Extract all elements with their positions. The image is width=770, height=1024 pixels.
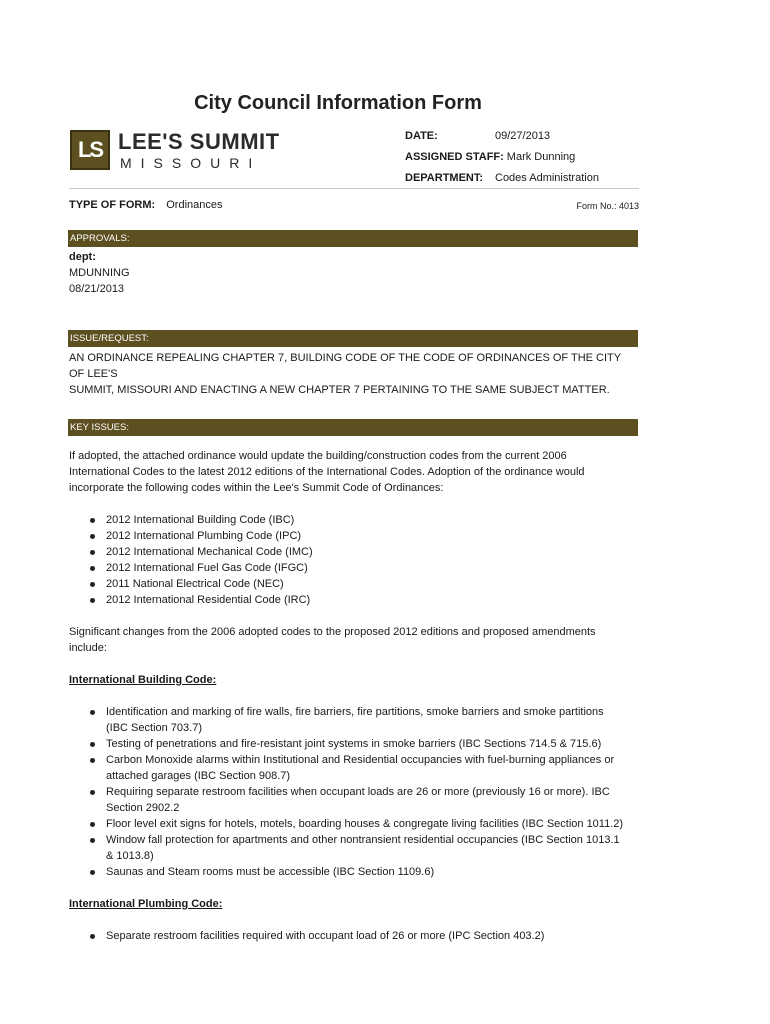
changes-line-1: Significant changes from the 2006 adopted codes to the proposed 2012 editions and proposed amendments (69, 626, 596, 638)
list-item-line: Identification and marking of fire walls, fire barriers, fire partitions, smoke barriers and smoke partitions (106, 706, 604, 718)
issue-line-1: AN ORDINANCE REPEALING CHAPTER 7, BUILDING CODE OF THE CODE OF ORDINANCES OF THE CITY OF LEE'S (69, 352, 621, 380)
type-of-form-label: TYPE OF FORM: (69, 199, 156, 211)
form-number: Form No.: 4013 (576, 201, 639, 211)
ibc-changes-list (69, 704, 634, 880)
department-label: DEPARTMENT: (405, 171, 484, 184)
list-item-line: Section 2902.2 (106, 802, 180, 814)
list-item-line: Separate restroom facilities required with occupant load of 26 or more (IPC Section 403.2) (106, 930, 545, 942)
approvals-header: APPROVALS: (68, 230, 638, 247)
logo-city-name: LEE'S SUMMIT (118, 129, 280, 154)
issue-request-header: ISSUE/REQUEST: (68, 330, 638, 347)
header-divider (69, 188, 639, 189)
list-item (69, 752, 634, 784)
key-issues-intro-2: International Codes to the latest 2012 editions of the International Codes. Adoption of the ordinance would (69, 466, 585, 478)
list-item: 2012 International Building Code (IBC) (69, 512, 634, 528)
assigned-staff-row (405, 146, 599, 167)
department-value: Codes Administration (495, 171, 599, 184)
key-issues-intro-1: If adopted, the attached ordinance would update the building/construction codes from the current 2006 (69, 450, 567, 462)
list-item-line: attached garages (IBC Section 908.7) (106, 770, 291, 782)
list-item-line: & 1013.8) (106, 850, 154, 862)
changes-line-2: include: (69, 642, 107, 654)
list-item-line: Testing of penetrations and fire-resistant joint systems in smoke barriers (IBC Sections 714.5 & 715.6) (106, 738, 602, 750)
list-item: 2012 International Residential Code (IRC) (69, 592, 634, 608)
approvals-name: MDUNNING (69, 267, 130, 279)
ibc-heading: International Building Code: (69, 674, 217, 686)
approvals-dept-label: dept: (69, 251, 96, 263)
form-meta (405, 125, 599, 188)
logo-state-name: MISSOURI (120, 155, 262, 171)
list-item (69, 816, 634, 832)
page-title: City Council Information Form (194, 92, 482, 114)
list-item (69, 736, 634, 752)
key-issues-header: KEY ISSUES: (68, 419, 638, 436)
list-item-line: (IBC Section 703.7) (106, 722, 202, 734)
assigned-staff-label: ASSIGNED STAFF: (405, 150, 504, 163)
key-issues-body (69, 448, 634, 944)
list-item (69, 784, 634, 816)
department-row (405, 167, 599, 188)
type-of-form (69, 199, 223, 211)
key-issues-intro-3: incorporate the following codes within the Lee's Summit Code of Ordinances: (69, 482, 444, 494)
list-item (69, 928, 634, 944)
issue-request-body (69, 350, 634, 398)
list-item (69, 864, 634, 880)
list-item-line: Saunas and Steam rooms must be accessible (IBC Section 1109.6) (106, 866, 435, 878)
ipc-heading: International Plumbing Code: (69, 898, 223, 910)
list-item: 2012 International Mechanical Code (IMC) (69, 544, 634, 560)
issue-line-2: SUMMIT, MISSOURI AND ENACTING A NEW CHAPTER 7 PERTAINING TO THE SAME SUBJECT MATTER. (69, 384, 610, 396)
ipc-changes-list (69, 928, 634, 944)
list-item-line: Requiring separate restroom facilities when occupant loads are 26 or more (previously 16 or more). IBC (106, 786, 610, 798)
approvals-date: 08/21/2013 (69, 283, 125, 295)
list-item (69, 832, 634, 864)
date-value: 09/27/2013 (495, 129, 551, 142)
list-item-line: Carbon Monoxide alarms within Institutional and Residential occupancies with fuel-burning appliances or (106, 754, 615, 766)
list-item (69, 704, 634, 736)
ls-logo-mark: LS (70, 130, 110, 170)
list-item-line: Floor level exit signs for hotels, motels, boarding houses & congregate living facilities (IBC Section 1011.2) (106, 818, 624, 830)
approvals-body (69, 249, 634, 297)
lees-summit-logo (70, 130, 310, 174)
type-of-form-value: Ordinances (166, 199, 223, 211)
list-item: 2011 National Electrical Code (NEC) (69, 576, 634, 592)
codes-list (69, 512, 634, 608)
list-item: 2012 International Fuel Gas Code (IFGC) (69, 560, 634, 576)
date-row (405, 125, 599, 146)
assigned-staff-value: Mark Dunning (506, 150, 576, 163)
list-item: 2012 International Plumbing Code (IPC) (69, 528, 634, 544)
list-item-line: Window fall protection for apartments and other nontransient residential occupancies (IBC Section 1013.1 (106, 834, 620, 846)
date-label: DATE: (405, 129, 438, 142)
